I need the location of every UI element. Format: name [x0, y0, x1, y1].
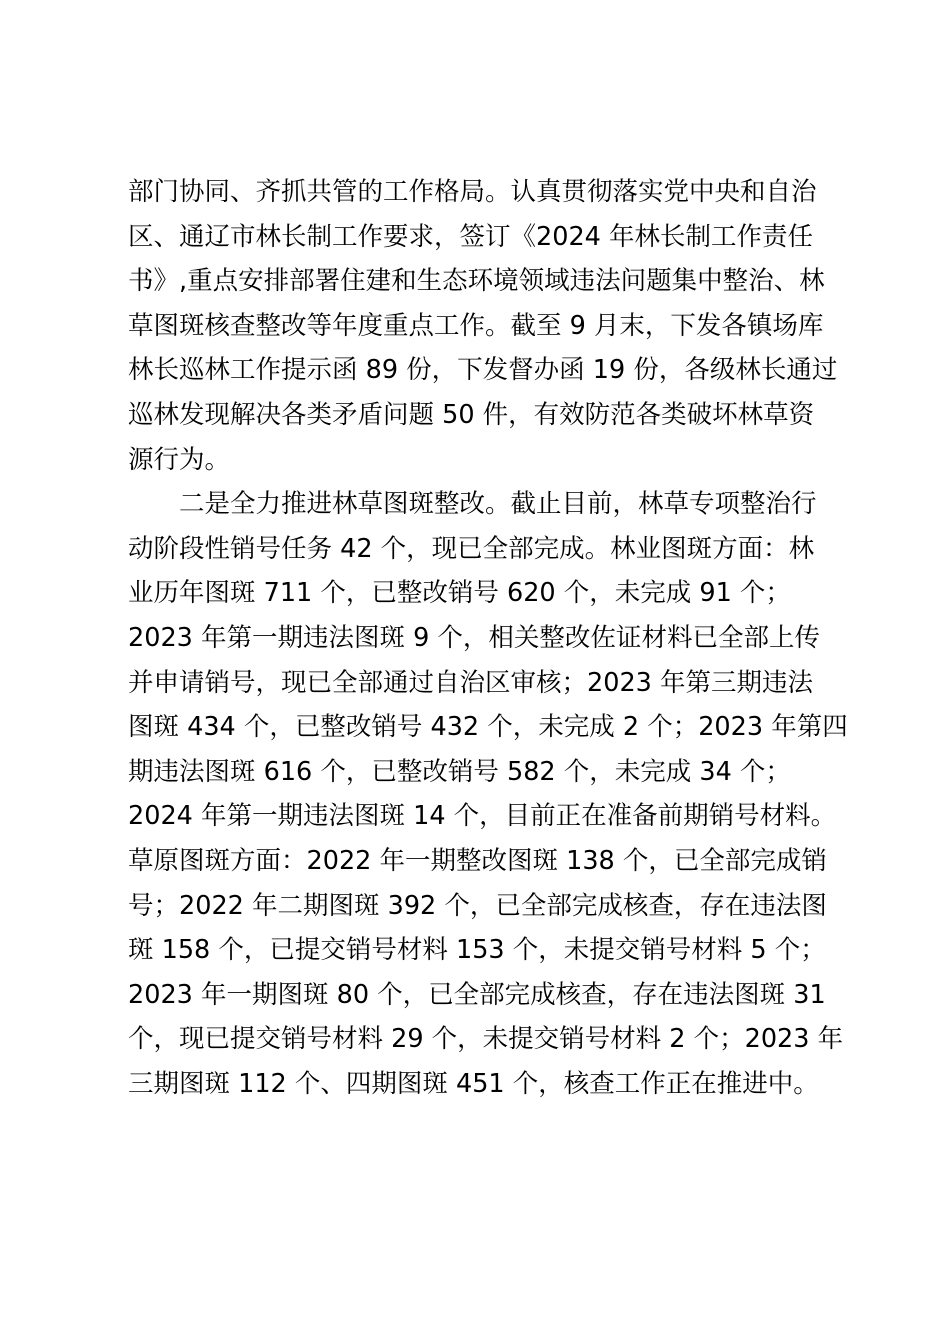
- paragraph-1: [128, 170, 838, 482]
- text-line: 并申请销号，现已全部通过自治区审核；2023 年第三期违法: [128, 667, 814, 698]
- paragraph-2: [128, 482, 848, 1106]
- text-line: 期违法图斑 616 个，已整改销号 582 个，未完成 34 个；: [128, 756, 791, 787]
- text-line: 号；2022 年二期图斑 392 个，已全部完成核查，存在违法图: [128, 890, 827, 921]
- text-line: 2023 年一期图斑 80 个，已全部完成核查，存在违法图斑 31: [128, 979, 826, 1010]
- text-line: 2024 年第一期违法图斑 14 个，目前正在准备前期销号材料。: [128, 801, 837, 832]
- text-line: 个，现已提交销号材料 29 个，未提交销号材料 2 个；2023 年: [128, 1024, 844, 1055]
- text-line: 业历年图斑 711 个，已整改销号 620 个，未完成 91 个；: [128, 578, 791, 609]
- text-line: 草原图斑方面：2022 年一期整改图斑 138 个，已全部完成销: [128, 845, 827, 876]
- document-body: [128, 170, 848, 1106]
- text-line: 林长巡林工作提示函 89 份，下发督办函 19 份，各级林长通过: [128, 355, 838, 386]
- text-line: 巡林发现解决各类矛盾问题 50 件，有效防范各类破坏林草资: [128, 399, 815, 430]
- text-line: 斑 158 个，已提交销号材料 153 个，未提交销号材料 5 个；: [128, 935, 826, 966]
- text-line: 草图斑核查整改等年度重点工作。截至 9 月末，下发各镇场库: [128, 310, 824, 341]
- text-line: 二是全力推进林草图斑整改。截止目前，林草专项整治行: [179, 489, 817, 520]
- text-line: 图斑 434 个，已整改销号 432 个，未完成 2 个；2023 年第四: [128, 712, 848, 743]
- text-line: 区、通辽市林长制工作要求，签订《2024 年林长制工作责任: [128, 221, 814, 252]
- text-line: 三期图斑 112 个、四期图斑 451 个，核查工作正在推进中。: [128, 1068, 819, 1099]
- text-line: 2023 年第一期违法图斑 9 个，相关整改佐证材料已全部上传: [128, 622, 820, 653]
- text-line: 源行为。: [128, 444, 231, 475]
- text-line: 书》,重点安排部署住建和生态环境领域违法问题集中整治、林: [128, 266, 825, 297]
- text-line: 部门协同、齐抓共管的工作格局。认真贯彻落实党中央和自治: [128, 177, 817, 207]
- text-line: 动阶段性销号任务 42 个，现已全部完成。林业图斑方面：林: [128, 533, 815, 564]
